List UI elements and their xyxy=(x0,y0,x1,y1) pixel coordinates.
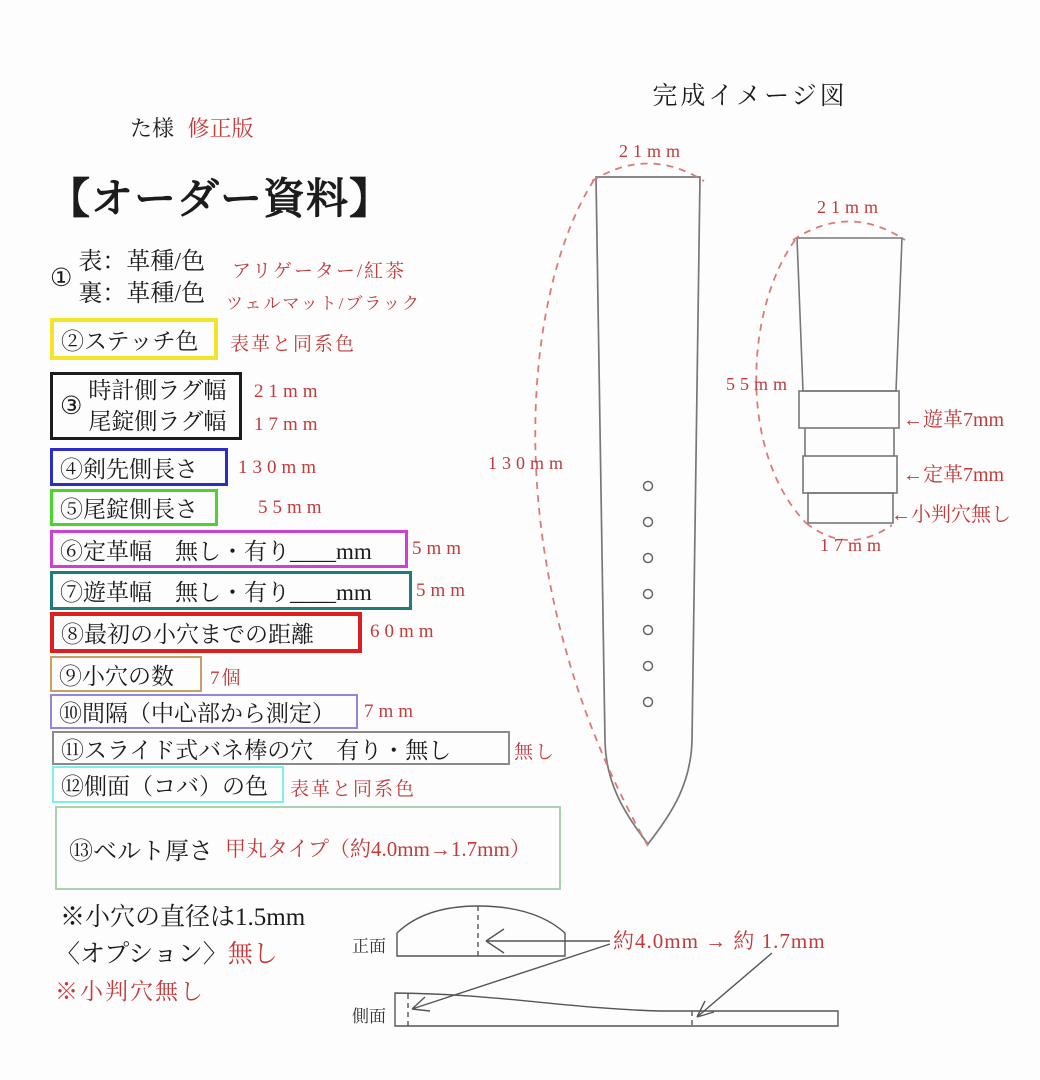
spec-item-4 xyxy=(50,448,228,486)
item10-value: 7mm xyxy=(364,701,419,722)
item1-back-value: ツェルマット/ブラック xyxy=(226,294,422,313)
item3-number: ③ xyxy=(60,393,83,420)
spec-item-6 xyxy=(50,530,408,568)
note-koban: ※小判穴無し xyxy=(55,979,205,1004)
item10-label: ⑩間隔（中心部から測定） xyxy=(59,701,335,726)
item12-label: ⑫側面（コバ）の色 xyxy=(61,774,268,799)
spec-item-1 xyxy=(50,246,205,311)
item11-label: ⑪スライド式バネ棒の穴 有り・無し xyxy=(61,737,452,763)
item4-value: 130mm xyxy=(238,457,322,478)
item1-front-label: 表：革種/色 xyxy=(78,249,206,275)
main-strap-width-label: 21mm xyxy=(618,141,685,161)
main-strap-outline xyxy=(596,177,700,844)
main-strap-measure-arcs xyxy=(535,164,704,847)
item4-label: ④剣先側長さ xyxy=(60,456,198,482)
item13-label: ⑬ベルト厚さ xyxy=(69,838,213,865)
fixed-keeper-label: ←定革7mm xyxy=(903,464,1005,486)
item3-watch-lug-label: 時計側ラグ幅 xyxy=(88,377,227,403)
koban-hole-label: ←小判穴無し xyxy=(891,504,1011,526)
item11-value: 無し xyxy=(514,742,557,763)
diagram-title: 完成イメージ図 xyxy=(652,83,848,110)
item9-label: ⑨小穴の数 xyxy=(59,663,174,689)
note-option-value: 無し xyxy=(227,941,278,968)
loose-keeper-label: ←遊革7mm xyxy=(903,409,1005,431)
buckle-strap-bottom-width-label: 17mm xyxy=(820,535,887,555)
item1-back-label: 裏：革種/色 xyxy=(78,281,206,308)
buckle-strap-length-label: 55mm xyxy=(726,374,793,394)
side-section-outline xyxy=(395,993,838,1026)
note-option xyxy=(55,934,278,970)
spec-item-3 xyxy=(50,372,242,440)
item2-value: 表革と同系色 xyxy=(230,334,357,355)
front-view-label: 正面 xyxy=(352,937,386,956)
item13-value: 甲丸タイプ（約4.0mm→1.7mm） xyxy=(225,837,531,861)
item5-value: 55mm xyxy=(258,497,327,518)
buckle-strap-outline xyxy=(797,238,902,523)
spec-item-2 xyxy=(50,318,218,360)
customer-name: た様 xyxy=(130,116,175,141)
front-section-outline xyxy=(397,906,565,956)
item7-label: ⑦遊革幅 無し・有り____mm xyxy=(60,580,372,605)
thickness-label: 約4.0mm → 約 1.7mm xyxy=(613,929,826,953)
spec-item-13 xyxy=(55,806,561,890)
item3-buckle-lug-value: 17mm xyxy=(254,414,323,435)
note-hole-diameter: ※小穴の直径は1.5mm xyxy=(60,904,306,931)
spec-item-12 xyxy=(52,766,284,803)
item2-label: ②ステッチ色 xyxy=(61,328,199,354)
item1-number: ① xyxy=(50,265,73,293)
customer-line xyxy=(130,112,254,143)
item7-value: 5mm xyxy=(416,580,471,601)
item5-label: ⑤尾錠側長さ xyxy=(60,497,198,522)
item9-value: 7個 xyxy=(210,668,243,689)
strap-holes xyxy=(644,482,653,707)
item12-value: 表革と同系色 xyxy=(290,779,417,800)
side-view-label: 側面 xyxy=(352,1007,386,1026)
revision-label: 修正版 xyxy=(187,116,254,141)
note-option-label: 〈オプション〉 xyxy=(55,941,228,968)
item6-value: 5mm xyxy=(412,538,467,559)
item8-label: ⑧最初の小穴までの距離 xyxy=(61,622,314,647)
spec-item-9 xyxy=(50,656,202,692)
spec-item-11 xyxy=(52,731,510,765)
spec-item-10 xyxy=(50,694,358,729)
item3-buckle-lug-label: 尾錠側ラグ幅 xyxy=(88,409,227,434)
spec-item-5 xyxy=(50,489,218,526)
main-strap-length-label: 130mm xyxy=(488,453,569,473)
item3-watch-lug-value: 21mm xyxy=(254,381,323,402)
spec-item-8 xyxy=(50,612,362,653)
spec-item-7 xyxy=(50,571,412,610)
item1-front-value: アリゲーター/紅茶 xyxy=(232,261,407,282)
buckle-strap-width-label: 21mm xyxy=(816,197,883,217)
page-title: 【オーダー資料】 xyxy=(48,177,393,223)
item6-label: ⑥定革幅 無し・有り____mm xyxy=(60,538,372,564)
item8-value: 60mm xyxy=(370,621,439,642)
